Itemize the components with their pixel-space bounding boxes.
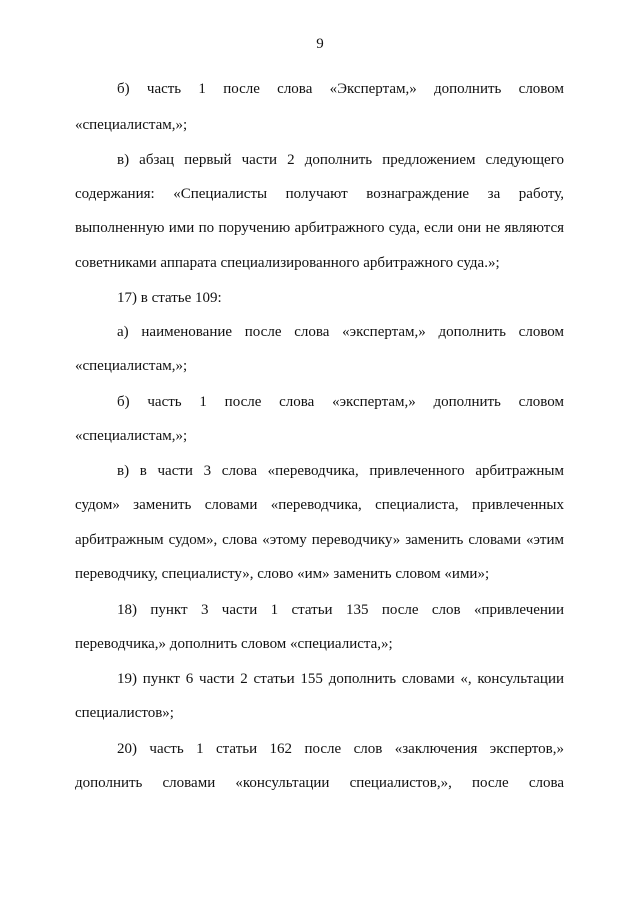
text-line: содержания: «Специалисты получают вознаграждение за работу,	[75, 186, 564, 202]
text-line: «специалистам,»;	[75, 428, 188, 444]
text-line: выполненную ими по поручению арбитражного суда, если они не являются	[75, 220, 564, 236]
text-line: б) часть 1 после слова «экспертам,» дополнить словом	[117, 394, 564, 410]
text-line: 19) пункт 6 части 2 статьи 155 дополнить словами «, консультации	[117, 671, 564, 687]
text-line: 20) часть 1 статьи 162 после слов «заключения экспертов,»	[117, 741, 564, 757]
text-line: 18) пункт 3 части 1 статьи 135 после слов «привлечении	[117, 602, 564, 618]
text-line: дополнить словами «консультации специалистов,», после слова	[75, 775, 564, 791]
text-line: специалистов»;	[75, 705, 174, 721]
text-line: б) часть 1 после слова «Экспертам,» дополнить словом	[117, 81, 564, 97]
text-line: советниками аппарата специализированного арбитражного суда.»;	[75, 255, 500, 271]
text-line: судом» заменить словами «переводчика, специалиста, привлеченных	[75, 497, 564, 513]
text-line: «специалистам,»;	[75, 358, 188, 374]
text-line: 17) в статье 109:	[117, 290, 222, 306]
page-number: 9	[316, 36, 324, 52]
text-line: в) в части 3 слова «переводчика, привлеченного арбитражным	[117, 463, 564, 479]
text-line: а) наименование после слова «экспертам,» дополнить словом	[117, 324, 564, 340]
text-line: «специалистам,»;	[75, 117, 188, 133]
text-line: в) абзац первый части 2 дополнить предложением следующего	[117, 152, 564, 168]
text-line: переводчику, специалисту», слово «им» заменить словом «ими»;	[75, 566, 490, 582]
text-line: арбитражным судом», слова «этому переводчику» заменить словами «этим	[75, 532, 564, 548]
text-line: переводчика,» дополнить словом «специалиста,»;	[75, 636, 393, 652]
